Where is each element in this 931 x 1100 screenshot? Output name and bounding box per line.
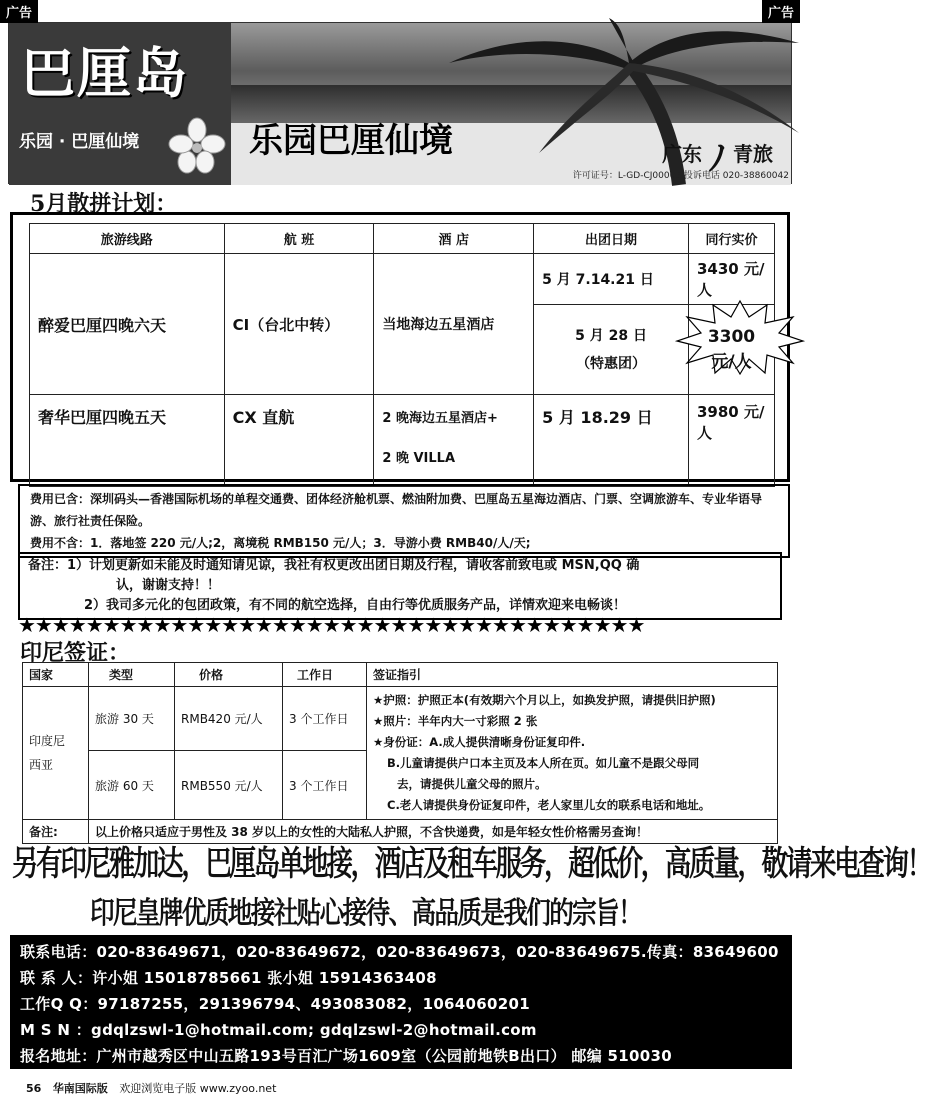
date-cell [534,305,689,395]
visa-title: 印尼签证： [20,640,131,666]
date-text: 5 月 28 日 [575,327,647,344]
contact-person: 联 系 人：许小姐 15018785661 张小姐 15914363408 [20,969,437,987]
note-label: 备注: [23,820,89,844]
schedule-box [10,212,790,482]
col-header: 酒 店 [374,224,534,254]
workdays-cell: 3 个工作日 [283,751,367,820]
price-cell: RMB550 元/人 [175,751,283,820]
footer-text: 欢迎浏览电子版 www.zyoo.net [119,1082,277,1095]
date-cell: 5 月 7.14.21 日 [534,254,689,305]
col-header: 国家 [23,663,89,687]
remarks-box [18,552,782,620]
guide-line: ★身份证：A.成人提供清晰身份证复印件. [373,735,586,749]
fee-box [18,484,790,558]
schedule-title: 5月散拼计划： [30,191,178,217]
special-price [697,313,766,386]
remark-line: 备注：1）计划更新如未能及时通知请见谅，我社有权更改出团日期及行程，请收客前致电或 MSN,QQ 确 [28,558,640,573]
remark-line: 2）我司多元化的包团政策，有不同的航空选择，自由行等优质服务产品，详情欢迎来电畅谈！ [84,598,627,613]
license-info: 许可证号：L-GD-CJ00003 投诉电话 020-38860042 [572,171,789,181]
col-header: 签证指引 [367,663,778,687]
brand-right: 青旅 [733,142,773,166]
flower-icon [169,118,225,174]
ad-label-right: 广告 [762,0,800,23]
brand-swoosh-icon: ﾉ [709,139,727,179]
logo-title: 巴厘岛 [21,41,189,105]
guide-line: B.儿童请提供户口本主页及本人所在页。如儿童不是跟父母同 [387,756,700,770]
contact-phone: 联系电话：020-83649671，020-83649672，020-83649673，020-83649675.传真：83649600 [20,943,779,961]
date-cell: 5 月 18.29 日 [534,395,689,487]
publication-name: 华南国际版 [52,1082,108,1095]
table-row [30,254,775,305]
guide-line: ★照片：半年内大一寸彩照 2 张 [373,714,538,728]
star-divider: ★★★★★★★★★★★★★★★★★★★★★★★★★★★★★★★★★★★★★ [18,613,645,637]
price-cell: RMB420 元/人 [175,687,283,751]
price-cell: 3430 元/人 [688,254,774,305]
table-header-row [30,224,775,254]
flight-cell: CX 直航 [224,395,374,487]
page-number: 56 [26,1082,42,1095]
col-header: 同行实价 [688,224,774,254]
logo-subtitle: 乐园 · 巴厘仙境 [19,132,140,152]
table-header-row [23,663,778,687]
brand-left: 广东 [662,142,703,166]
guide-line: 去，请提供儿童父母的照片。 [397,777,547,791]
page-footer [26,1080,276,1096]
contact-panel [10,935,792,1069]
special-price-text: 3300 元/人 [707,327,756,372]
visa-table [22,662,778,844]
col-header: 旅游线路 [30,224,225,254]
route-cell: 醉爱巴厘四晚六天 [30,254,225,395]
fees-excluded: 费用不含：1．落地签 220 元/人;2，离境税 RMB150 元/人；3．导游小费 RMB40/人/天; [30,536,531,550]
ad-label-left: 广告 [0,0,38,23]
hotel-line: 2 晚海边五星酒店+ [382,411,498,426]
note-text: 以上价格只适应于男性及 38 岁以上的女性的大陆私人护照，不含快递费，如是年轻女性价格需另查询！ [89,820,778,844]
table-row [23,687,778,751]
country-cell [23,687,89,820]
hotel-line: 2 晚 VILLA [382,451,456,466]
hotel-cell: 当地海边五星酒店 [374,254,534,395]
banner [8,22,792,184]
type-cell: 旅游 60 天 [89,751,175,820]
workdays-cell: 3 个工作日 [283,687,367,751]
route-cell: 奢华巴厘四晚五天 [30,395,225,487]
col-header: 航 班 [224,224,374,254]
remark-line: 认，谢谢支持！！ [116,578,221,593]
contact-address: 报名地址：广州市越秀区中山五路193号百汇广场1609室（公园前地铁B出口） 邮编 510030 [20,1047,672,1065]
price-cell [688,305,774,395]
price-cell: 3980 元/人 [688,395,774,487]
col-header: 类型 [89,663,175,687]
promo-headline: 另有印尼雅加达，巴厘岛单地接，酒店及租车服务，超低价，高质量，敬请来电查询！ [12,844,931,884]
country-line: 印度尼 [29,734,66,748]
type-cell: 旅游 30 天 [89,687,175,751]
col-header: 工作日 [283,663,367,687]
col-header: 价格 [175,663,283,687]
hotel-cell [374,395,534,487]
contact-msn: M S N ：gdqlzswl-1@hotmail.com; gdqlzswl-2@hotmail.com [20,1021,537,1039]
country-line: 西亚 [29,758,54,772]
guide-line: C.老人请提供身份证复印件，老人家里儿女的联系电话和地址。 [387,798,711,812]
banner-slogan: 乐园巴厘仙境 [249,121,453,161]
logo [9,23,231,185]
contact-qq: 工作Q Q：97187255，291396794、493083082，1064060201 [20,995,530,1013]
schedule-table [29,223,775,487]
flight-cell: CI（台北中转） [224,254,374,395]
visa-guide-cell [367,687,778,820]
guide-line: ★护照：护照正本(有效期六个月以上，如换发护照，请提供旧护照) [373,693,716,707]
date-note: （特惠团） [576,355,647,372]
promo-subheadline: 印尼皇牌优质地接社贴心接待、高品质是我们的宗旨！ [90,896,642,931]
fees-included: 费用已含：深圳码头—香港国际机场的单程交通费、团体经济舱机票、燃油附加费、巴厘岛五星海边酒店、门票、空调旅游车、专业华语导游、旅行社责任保险。 [30,492,763,528]
table-row [30,395,775,487]
col-header: 出团日期 [534,224,689,254]
